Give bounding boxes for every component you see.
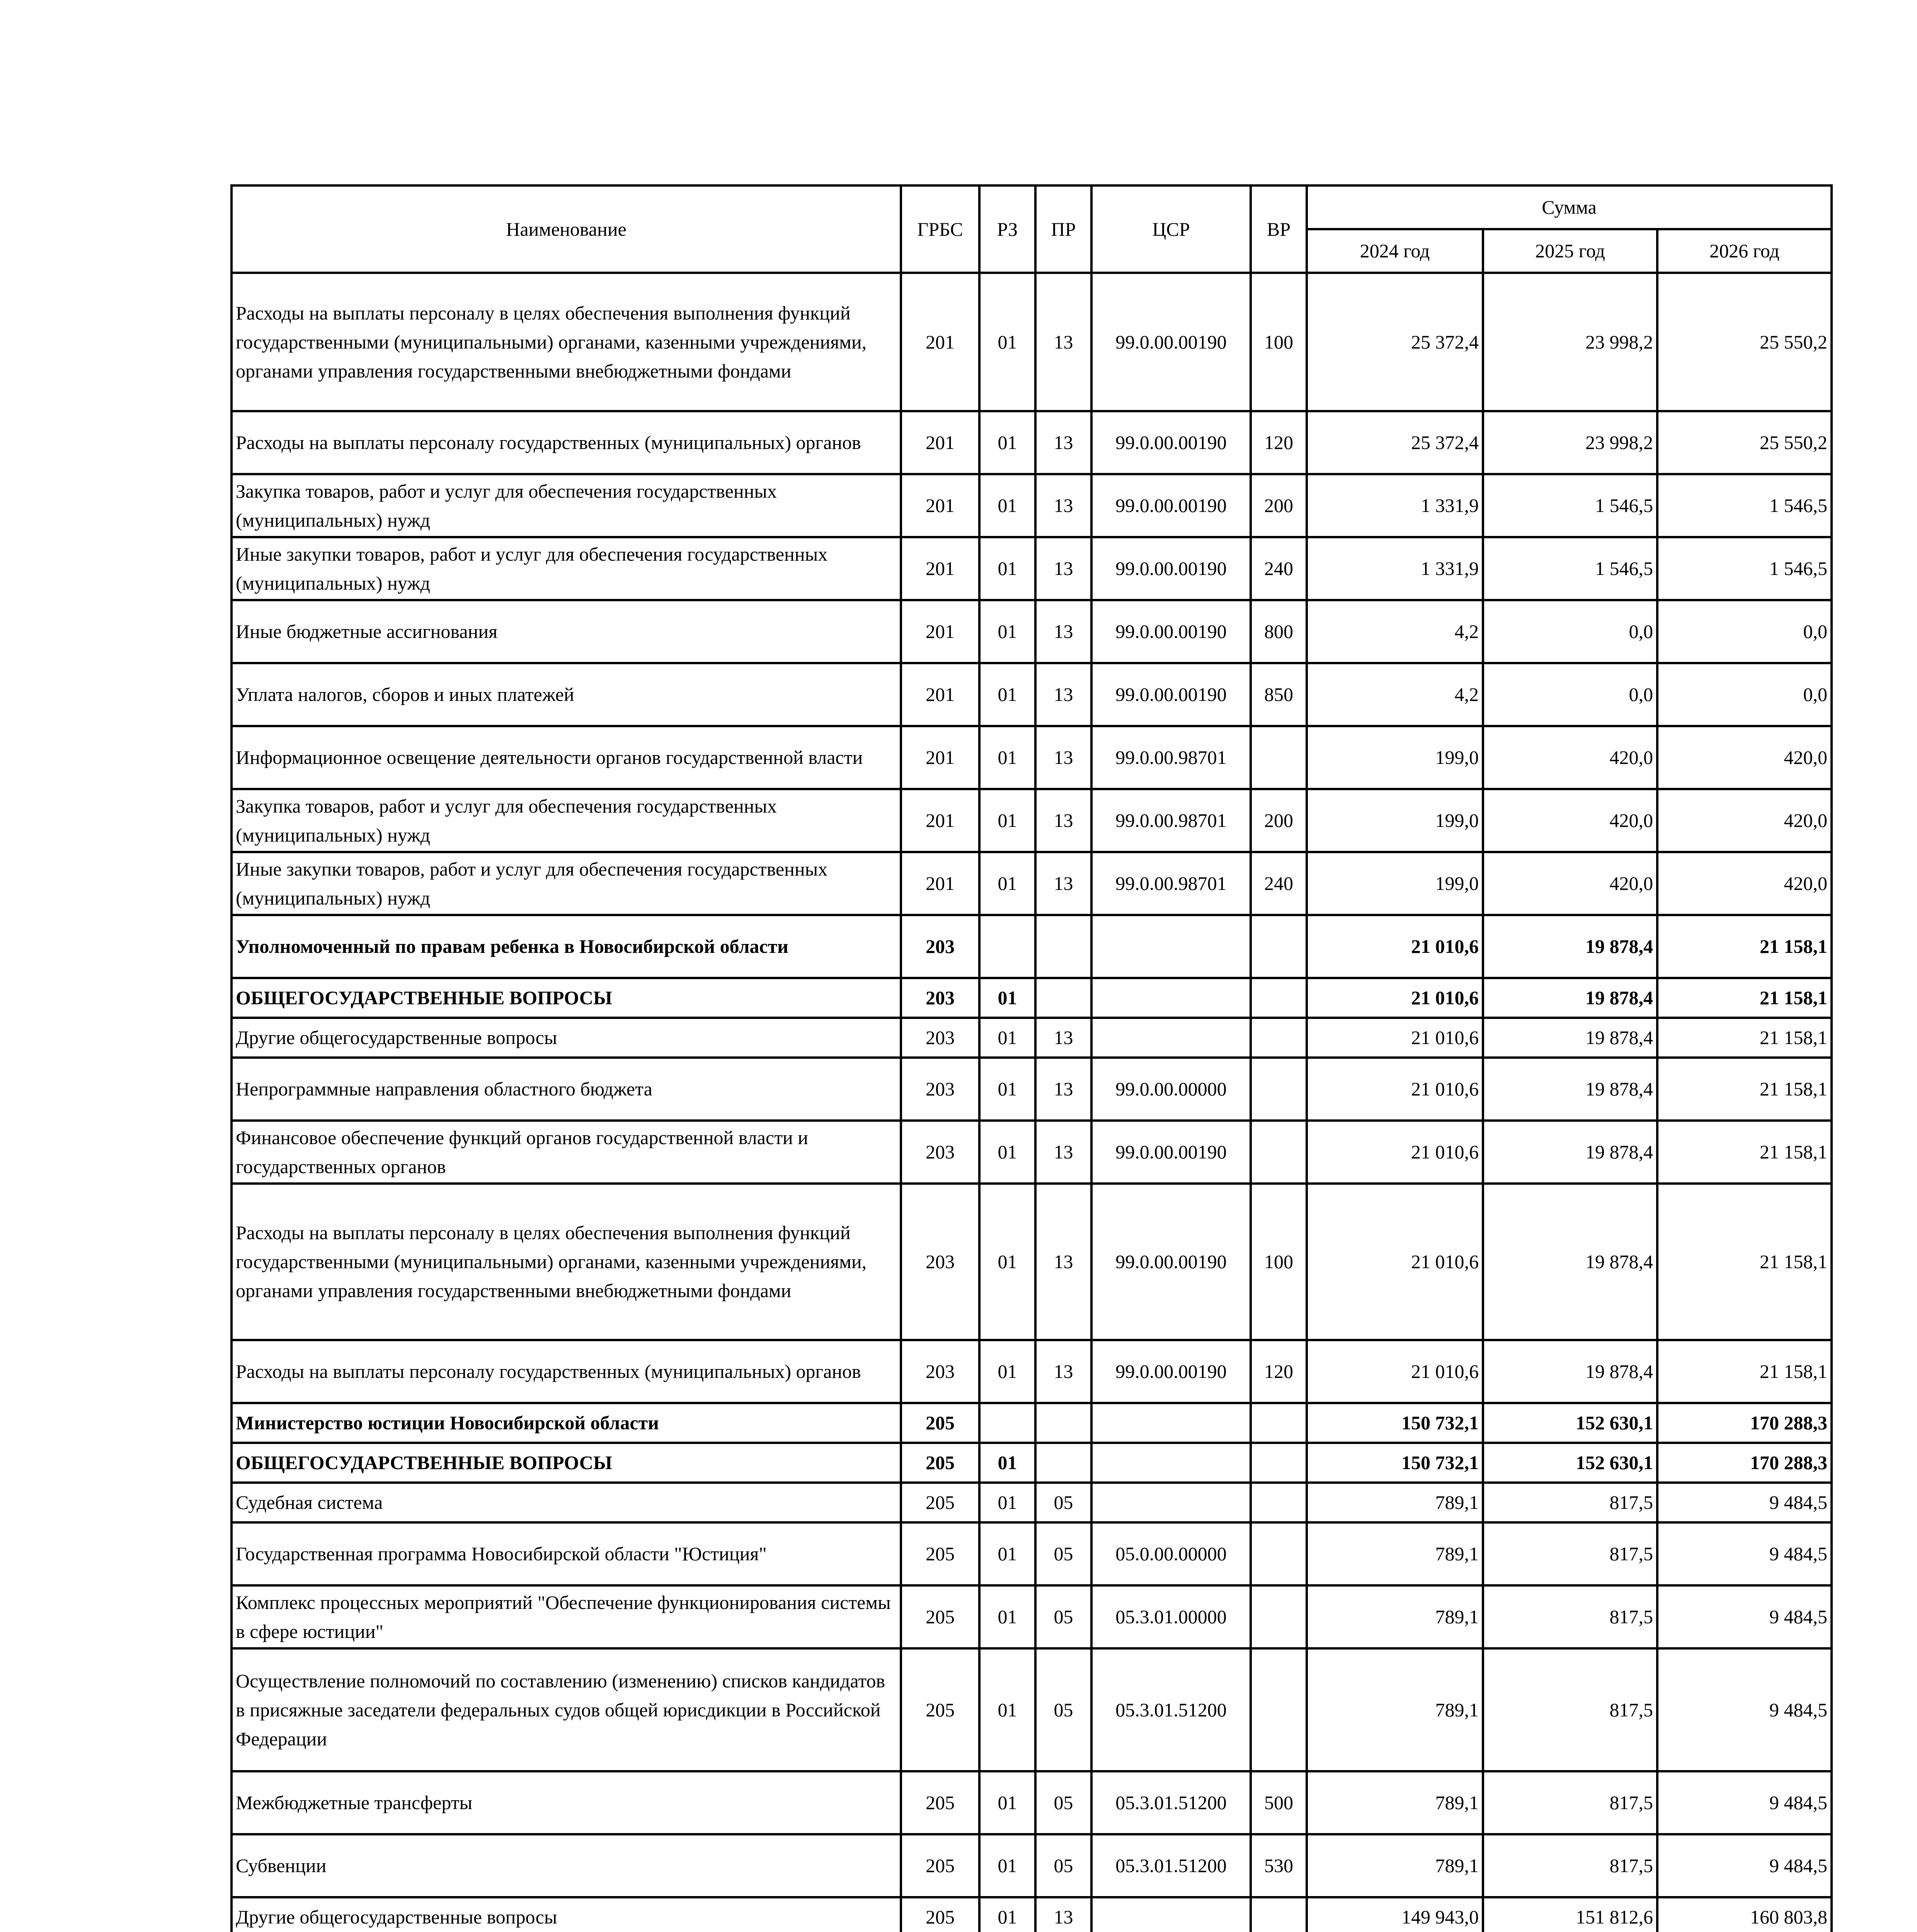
cell-y2025: 23 998,2	[1483, 273, 1657, 411]
table-row	[232, 852, 1832, 915]
cell-y2024: 149 943,0	[1307, 1897, 1483, 1932]
cell-name: Другие общегосударственные вопросы	[232, 1897, 901, 1932]
cell-y2024: 1 331,9	[1307, 474, 1483, 537]
cell-y2025: 19 878,4	[1483, 1121, 1657, 1184]
cell-y2026: 1 546,5	[1657, 537, 1832, 600]
cell-y2024: 25 372,4	[1307, 273, 1483, 411]
cell-vr	[1251, 726, 1307, 789]
cell-vr: 200	[1251, 474, 1307, 537]
cell-csr: 99.0.00.00190	[1091, 1121, 1251, 1184]
cell-y2025: 19 878,4	[1483, 915, 1657, 978]
table-row	[232, 1340, 1832, 1403]
cell-rz: 01	[979, 789, 1035, 852]
table-row	[232, 600, 1832, 663]
cell-y2026: 9 484,5	[1657, 1834, 1832, 1897]
cell-vr: 850	[1251, 663, 1307, 726]
cell-pr: 13	[1035, 1340, 1091, 1403]
cell-pr: 13	[1035, 1121, 1091, 1184]
cell-vr: 100	[1251, 1184, 1307, 1340]
cell-grbs: 201	[901, 537, 979, 600]
cell-y2025: 151 812,6	[1483, 1897, 1657, 1932]
cell-vr: 200	[1251, 789, 1307, 852]
cell-rz	[979, 1403, 1035, 1443]
table-row	[232, 273, 1832, 411]
cell-csr	[1091, 1018, 1251, 1058]
cell-vr: 100	[1251, 273, 1307, 411]
cell-csr	[1091, 1483, 1251, 1522]
table-row	[232, 1403, 1832, 1443]
cell-y2026: 9 484,5	[1657, 1771, 1832, 1834]
header-rz: РЗ	[979, 185, 1035, 273]
cell-vr: 240	[1251, 537, 1307, 600]
cell-y2024: 150 732,1	[1307, 1403, 1483, 1443]
cell-grbs: 201	[901, 411, 979, 474]
cell-y2025: 420,0	[1483, 726, 1657, 789]
cell-pr: 13	[1035, 663, 1091, 726]
cell-name: Информационное освещение деятельности органов государственной власти	[232, 726, 901, 789]
cell-y2026: 21 158,1	[1657, 1340, 1832, 1403]
cell-y2025: 1 546,5	[1483, 474, 1657, 537]
cell-y2025: 817,5	[1483, 1648, 1657, 1771]
cell-name: Судебная система	[232, 1483, 901, 1522]
cell-vr	[1251, 1585, 1307, 1648]
cell-rz: 01	[979, 852, 1035, 915]
cell-grbs: 205	[901, 1443, 979, 1483]
cell-rz: 01	[979, 273, 1035, 411]
cell-grbs: 205	[901, 1522, 979, 1585]
cell-grbs: 203	[901, 1121, 979, 1184]
cell-csr	[1091, 915, 1251, 978]
cell-y2025: 19 878,4	[1483, 978, 1657, 1018]
cell-y2026: 9 484,5	[1657, 1585, 1832, 1648]
cell-rz: 01	[979, 1443, 1035, 1483]
cell-y2024: 199,0	[1307, 852, 1483, 915]
cell-y2025: 152 630,1	[1483, 1403, 1657, 1443]
cell-y2024: 25 372,4	[1307, 411, 1483, 474]
cell-rz: 01	[979, 1648, 1035, 1771]
cell-y2025: 152 630,1	[1483, 1443, 1657, 1483]
cell-y2026: 0,0	[1657, 600, 1832, 663]
cell-y2024: 21 010,6	[1307, 978, 1483, 1018]
cell-pr: 13	[1035, 474, 1091, 537]
table-row	[232, 663, 1832, 726]
cell-grbs: 201	[901, 852, 979, 915]
table-row	[232, 1771, 1832, 1834]
cell-csr: 99.0.00.98701	[1091, 852, 1251, 915]
cell-name: Иные бюджетные ассигнования	[232, 600, 901, 663]
cell-pr: 05	[1035, 1834, 1091, 1897]
cell-pr: 05	[1035, 1771, 1091, 1834]
cell-vr: 530	[1251, 1834, 1307, 1897]
cell-name: Закупка товаров, работ и услуг для обеспечения государственных (муниципальных) нужд	[232, 789, 901, 852]
table-row	[232, 978, 1832, 1018]
cell-vr	[1251, 1483, 1307, 1522]
cell-pr	[1035, 915, 1091, 978]
header-name: Наименование	[232, 185, 901, 273]
budget-table	[230, 184, 1833, 1932]
cell-vr	[1251, 915, 1307, 978]
cell-y2024: 150 732,1	[1307, 1443, 1483, 1483]
cell-y2024: 199,0	[1307, 726, 1483, 789]
table-row	[232, 1018, 1832, 1058]
cell-y2024: 789,1	[1307, 1834, 1483, 1897]
table-row	[232, 1897, 1832, 1932]
cell-csr: 99.0.00.00190	[1091, 474, 1251, 537]
cell-csr: 05.3.01.51200	[1091, 1834, 1251, 1897]
cell-grbs: 203	[901, 1018, 979, 1058]
cell-y2026: 21 158,1	[1657, 1018, 1832, 1058]
cell-y2024: 789,1	[1307, 1771, 1483, 1834]
header-vr: ВР	[1251, 185, 1307, 273]
cell-rz: 01	[979, 663, 1035, 726]
header-2024: 2024 год	[1307, 229, 1483, 273]
cell-pr: 05	[1035, 1483, 1091, 1522]
cell-pr: 13	[1035, 1018, 1091, 1058]
cell-pr	[1035, 978, 1091, 1018]
cell-csr: 05.3.01.51200	[1091, 1771, 1251, 1834]
cell-y2025: 19 878,4	[1483, 1058, 1657, 1121]
cell-pr	[1035, 1403, 1091, 1443]
cell-name: Осуществление полномочий по составлению (изменению) списков кандидатов в присяжные заседатели федеральных судов общей юрисдикции в Российской Федерации	[232, 1648, 901, 1771]
header-csr: ЦСР	[1091, 185, 1251, 273]
header-2025: 2025 год	[1483, 229, 1657, 273]
cell-csr: 99.0.00.00190	[1091, 663, 1251, 726]
cell-csr	[1091, 978, 1251, 1018]
cell-y2025: 420,0	[1483, 789, 1657, 852]
table-row	[232, 789, 1832, 852]
cell-pr: 13	[1035, 537, 1091, 600]
cell-vr: 800	[1251, 600, 1307, 663]
cell-vr	[1251, 1648, 1307, 1771]
cell-y2026: 420,0	[1657, 789, 1832, 852]
cell-name: Межбюджетные трансферты	[232, 1771, 901, 1834]
cell-name: Уполномоченный по правам ребенка в Новосибирской области	[232, 915, 901, 978]
cell-name: Расходы на выплаты персоналу в целях обеспечения выполнения функций государственными (муниципальными) органами, казенными учреждениями, органами управления государственными внебюджетными фондами	[232, 1184, 901, 1340]
cell-grbs: 203	[901, 1058, 979, 1121]
table-row	[232, 1443, 1832, 1483]
cell-vr	[1251, 1403, 1307, 1443]
cell-y2025: 420,0	[1483, 852, 1657, 915]
cell-y2026: 0,0	[1657, 663, 1832, 726]
cell-y2025: 817,5	[1483, 1483, 1657, 1522]
cell-rz: 01	[979, 1897, 1035, 1932]
cell-csr: 99.0.00.00190	[1091, 411, 1251, 474]
cell-pr: 13	[1035, 1897, 1091, 1932]
cell-name: Закупка товаров, работ и услуг для обеспечения государственных (муниципальных) нужд	[232, 474, 901, 537]
cell-name: Расходы на выплаты персоналу в целях обеспечения выполнения функций государственными (муниципальными) органами, казенными учреждениями, органами управления государственными внебюджетными фондами	[232, 273, 901, 411]
cell-y2026: 1 546,5	[1657, 474, 1832, 537]
cell-y2024: 21 010,6	[1307, 1184, 1483, 1340]
cell-grbs: 203	[901, 915, 979, 978]
cell-y2026: 25 550,2	[1657, 273, 1832, 411]
cell-name: Другие общегосударственные вопросы	[232, 1018, 901, 1058]
cell-grbs: 201	[901, 600, 979, 663]
cell-pr: 13	[1035, 1058, 1091, 1121]
cell-name: Уплата налогов, сборов и иных платежей	[232, 663, 901, 726]
cell-name: Финансовое обеспечение функций органов государственной власти и государственных органов	[232, 1121, 901, 1184]
cell-y2026: 160 803,8	[1657, 1897, 1832, 1932]
cell-rz: 01	[979, 1018, 1035, 1058]
table-row	[232, 474, 1832, 537]
cell-grbs: 203	[901, 1340, 979, 1403]
cell-y2026: 21 158,1	[1657, 978, 1832, 1018]
cell-pr: 13	[1035, 273, 1091, 411]
cell-grbs: 205	[901, 1771, 979, 1834]
cell-rz: 01	[979, 1834, 1035, 1897]
cell-y2026: 170 288,3	[1657, 1443, 1832, 1483]
cell-y2024: 789,1	[1307, 1585, 1483, 1648]
cell-csr	[1091, 1897, 1251, 1932]
cell-y2026: 25 550,2	[1657, 411, 1832, 474]
cell-vr	[1251, 1897, 1307, 1932]
cell-y2026: 9 484,5	[1657, 1522, 1832, 1585]
cell-grbs: 201	[901, 474, 979, 537]
table-row	[232, 1121, 1832, 1184]
cell-rz: 01	[979, 411, 1035, 474]
cell-name: Непрограммные направления областного бюджета	[232, 1058, 901, 1121]
cell-y2026: 21 158,1	[1657, 915, 1832, 978]
cell-y2025: 817,5	[1483, 1771, 1657, 1834]
cell-y2026: 9 484,5	[1657, 1648, 1832, 1771]
header-2026: 2026 год	[1657, 229, 1832, 273]
cell-y2024: 4,2	[1307, 663, 1483, 726]
cell-name: Иные закупки товаров, работ и услуг для обеспечения государственных (муниципальных) нужд	[232, 537, 901, 600]
cell-rz: 01	[979, 1058, 1035, 1121]
cell-grbs: 205	[901, 1403, 979, 1443]
cell-y2024: 789,1	[1307, 1648, 1483, 1771]
cell-y2024: 21 010,6	[1307, 915, 1483, 978]
cell-rz	[979, 915, 1035, 978]
cell-vr: 120	[1251, 411, 1307, 474]
cell-grbs: 205	[901, 1897, 979, 1932]
cell-csr: 99.0.00.98701	[1091, 726, 1251, 789]
cell-rz: 01	[979, 1771, 1035, 1834]
cell-y2026: 170 288,3	[1657, 1403, 1832, 1443]
header-sum: Сумма	[1307, 185, 1832, 229]
cell-grbs: 201	[901, 273, 979, 411]
cell-pr: 13	[1035, 600, 1091, 663]
cell-y2024: 1 331,9	[1307, 537, 1483, 600]
cell-rz: 01	[979, 1184, 1035, 1340]
cell-y2024: 789,1	[1307, 1522, 1483, 1585]
cell-rz: 01	[979, 1340, 1035, 1403]
cell-csr: 99.0.00.00000	[1091, 1058, 1251, 1121]
cell-grbs: 203	[901, 1184, 979, 1340]
cell-csr	[1091, 1443, 1251, 1483]
cell-csr: 05.0.00.00000	[1091, 1522, 1251, 1585]
cell-y2025: 19 878,4	[1483, 1184, 1657, 1340]
cell-grbs: 205	[901, 1585, 979, 1648]
cell-y2026: 21 158,1	[1657, 1121, 1832, 1184]
table-row	[232, 1648, 1832, 1771]
cell-csr: 99.0.00.00190	[1091, 1340, 1251, 1403]
cell-vr: 500	[1251, 1771, 1307, 1834]
cell-rz: 01	[979, 1522, 1035, 1585]
cell-name: ОБЩЕГОСУДАРСТВЕННЫЕ ВОПРОСЫ	[232, 978, 901, 1018]
cell-y2025: 817,5	[1483, 1522, 1657, 1585]
cell-csr: 99.0.00.00190	[1091, 273, 1251, 411]
table-row	[232, 537, 1832, 600]
cell-y2024: 789,1	[1307, 1483, 1483, 1522]
cell-y2026: 21 158,1	[1657, 1184, 1832, 1340]
cell-y2024: 21 010,6	[1307, 1058, 1483, 1121]
cell-y2025: 19 878,4	[1483, 1018, 1657, 1058]
cell-y2025: 0,0	[1483, 600, 1657, 663]
cell-csr	[1091, 1403, 1251, 1443]
cell-name: Расходы на выплаты персоналу государственных (муниципальных) органов	[232, 1340, 901, 1403]
table-row	[232, 726, 1832, 789]
cell-pr: 05	[1035, 1522, 1091, 1585]
cell-y2024: 21 010,6	[1307, 1340, 1483, 1403]
cell-pr: 13	[1035, 852, 1091, 915]
cell-y2026: 9 484,5	[1657, 1483, 1832, 1522]
cell-y2025: 1 546,5	[1483, 537, 1657, 600]
cell-pr: 13	[1035, 726, 1091, 789]
cell-grbs: 205	[901, 1648, 979, 1771]
cell-y2025: 817,5	[1483, 1585, 1657, 1648]
header-grbs: ГРБС	[901, 185, 979, 273]
cell-y2024: 21 010,6	[1307, 1121, 1483, 1184]
cell-rz: 01	[979, 537, 1035, 600]
cell-csr: 05.3.01.00000	[1091, 1585, 1251, 1648]
cell-y2025: 19 878,4	[1483, 1340, 1657, 1403]
cell-csr: 99.0.00.00190	[1091, 537, 1251, 600]
cell-rz: 01	[979, 1121, 1035, 1184]
cell-name: Комплекс процессных мероприятий "Обеспечение функционирования системы в сфере юстиции"	[232, 1585, 901, 1648]
cell-y2026: 420,0	[1657, 852, 1832, 915]
cell-vr	[1251, 1058, 1307, 1121]
cell-grbs: 201	[901, 663, 979, 726]
table-row	[232, 1522, 1832, 1585]
cell-csr: 99.0.00.00190	[1091, 600, 1251, 663]
cell-pr: 13	[1035, 411, 1091, 474]
cell-name: Субвенции	[232, 1834, 901, 1897]
cell-name: Министерство юстиции Новосибирской области	[232, 1403, 901, 1443]
table-row	[232, 1585, 1832, 1648]
cell-name: Расходы на выплаты персоналу государственных (муниципальных) органов	[232, 411, 901, 474]
cell-grbs: 205	[901, 1483, 979, 1522]
cell-rz: 01	[979, 726, 1035, 789]
cell-csr: 05.3.01.51200	[1091, 1648, 1251, 1771]
header-pr: ПР	[1035, 185, 1091, 273]
cell-y2025: 817,5	[1483, 1834, 1657, 1897]
cell-y2026: 21 158,1	[1657, 1058, 1832, 1121]
cell-pr: 05	[1035, 1648, 1091, 1771]
cell-grbs: 203	[901, 978, 979, 1018]
cell-rz: 01	[979, 1483, 1035, 1522]
cell-name: ОБЩЕГОСУДАРСТВЕННЫЕ ВОПРОСЫ	[232, 1443, 901, 1483]
cell-name: Иные закупки товаров, работ и услуг для обеспечения государственных (муниципальных) нужд	[232, 852, 901, 915]
cell-pr	[1035, 1443, 1091, 1483]
table-row	[232, 1058, 1832, 1121]
cell-vr: 240	[1251, 852, 1307, 915]
table-row	[232, 411, 1832, 474]
cell-y2025: 23 998,2	[1483, 411, 1657, 474]
cell-vr	[1251, 1443, 1307, 1483]
table-row	[232, 1483, 1832, 1522]
cell-pr: 05	[1035, 1585, 1091, 1648]
table-row	[232, 915, 1832, 978]
cell-y2024: 199,0	[1307, 789, 1483, 852]
cell-vr	[1251, 1121, 1307, 1184]
cell-y2026: 420,0	[1657, 726, 1832, 789]
cell-grbs: 201	[901, 726, 979, 789]
cell-rz: 01	[979, 1585, 1035, 1648]
cell-grbs: 201	[901, 789, 979, 852]
cell-y2024: 4,2	[1307, 600, 1483, 663]
cell-csr: 99.0.00.98701	[1091, 789, 1251, 852]
cell-grbs: 205	[901, 1834, 979, 1897]
cell-vr: 120	[1251, 1340, 1307, 1403]
table-body	[232, 273, 1832, 1932]
table-row	[232, 1184, 1832, 1340]
cell-pr: 13	[1035, 1184, 1091, 1340]
cell-y2025: 0,0	[1483, 663, 1657, 726]
cell-rz: 01	[979, 474, 1035, 537]
cell-rz: 01	[979, 600, 1035, 663]
cell-name: Государственная программа Новосибирской области "Юстиция"	[232, 1522, 901, 1585]
cell-vr	[1251, 1018, 1307, 1058]
cell-vr	[1251, 1522, 1307, 1585]
cell-vr	[1251, 978, 1307, 1018]
cell-rz: 01	[979, 978, 1035, 1018]
cell-csr: 99.0.00.00190	[1091, 1184, 1251, 1340]
cell-pr: 13	[1035, 789, 1091, 852]
table-row	[232, 1834, 1832, 1897]
cell-y2024: 21 010,6	[1307, 1018, 1483, 1058]
